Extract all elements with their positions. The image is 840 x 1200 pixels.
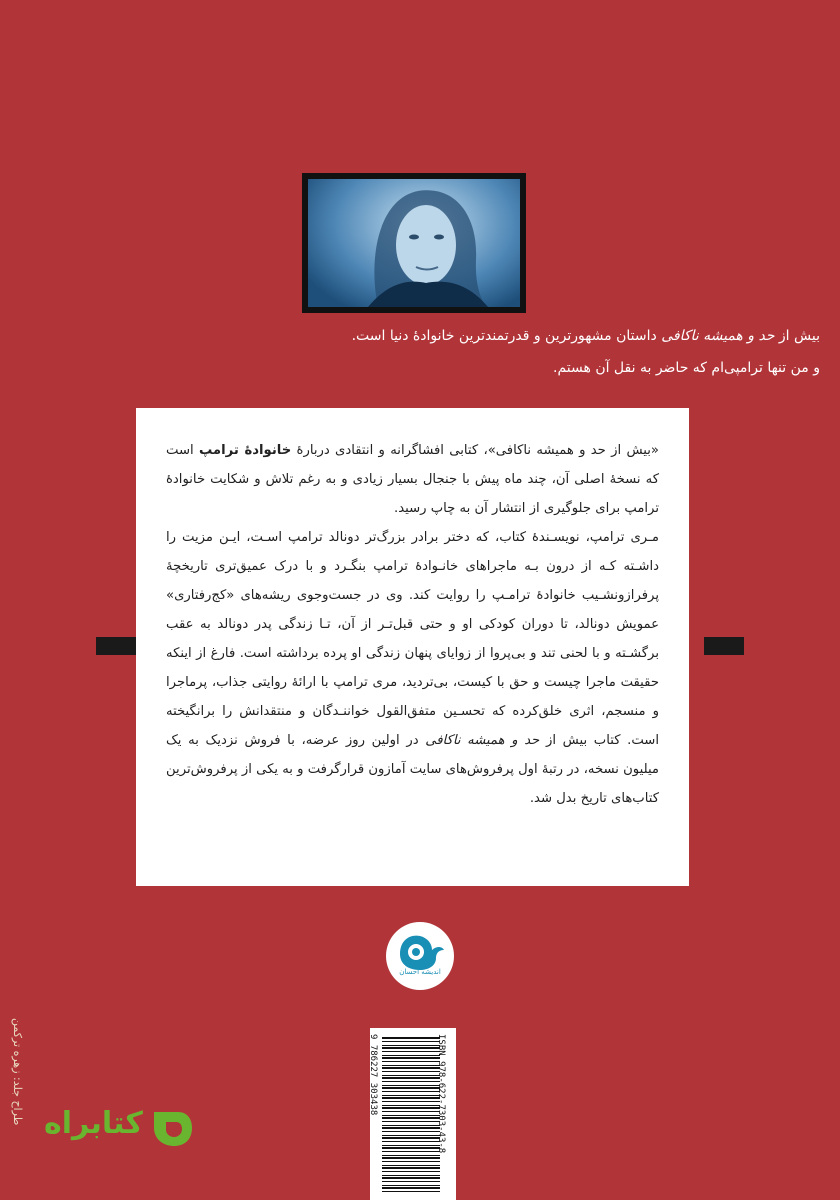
description-family-name: خانوادهٔ ترامپ	[198, 443, 292, 458]
description-paragraph-1	[166, 436, 659, 523]
description-text	[166, 436, 659, 813]
right-side-mark	[704, 637, 744, 655]
description-box	[136, 408, 689, 886]
watermark-text: کتابراه	[44, 1106, 143, 1141]
description-p2-start: مـری ترامپ، نویسـندهٔ کتاب، که دختر برادر بزرگ‌تر دونالد ترامپ اسـت، ایـن مزیت را داشـته کـه از درون بـه ماجراهای خانـوادهٔ ترامپ بنگـرد و با درک عمیق‌تری تاریخچهٔ پرفرازونشـیب خانوادهٔ ترامـپ را روایت کند. وی در جست‌وجوی ریشه‌های «کج‌رفتاری» عمویش دونالد، تا دوران کودکی او و حتی قبل‌تـر از آن، تـا زندگی پدر دونالد به عقب برگشـته و با لحنی تند و بی‌پروا از زوایای پنهان زندگی او پرده برداشته است. فارغ از اینکه حقیقت ماجرا چیست و حق با کیست، بی‌تردید، مری ترامپ با ارائهٔ روایتی جذاب، پرماجرا و منسجم، اثری خلق‌کرده که تحسـین متفق‌القول خواننـدگان و منتقدانش را برانگیخته است. کتاب بیش از	[166, 530, 659, 748]
description-p2-end: در اولین روز عرضه، با فروش نزدیک به یک میلیون نسخه، در رتبهٔ اول پرفروش‌های سایت آمازون قرارگرفت و به یکی از پرفروش‌ترین کتاب‌های تاریخ بدل شد.	[166, 733, 659, 806]
publisher-name: اندیشه احسان	[399, 968, 441, 976]
description-p1-end: است که نسخهٔ اصلی آن، چند ماه پیش با جنجال بسیار زیادی و به رغم تلاش و شکایت خانوادهٔ ترامپ برای جلوگیری از انتشار آن به چاپ رسید.	[166, 443, 659, 516]
description-p1-start: «بیش از حد و همیشه ناکافی»، کتابی افشاگرانه و انتقادی دربارهٔ	[291, 443, 659, 458]
isbn-number: ISBN 978-622-7303-43-8	[436, 1034, 446, 1154]
isbn-barcode	[370, 1028, 456, 1200]
description-book-title: حد و همیشه ناکافی	[425, 733, 540, 748]
barcode-bars	[382, 1036, 440, 1192]
quote-line-1-start: بیش از	[774, 328, 820, 344]
quote-line-2: و من تنها ترامپی‌ام که حاضر به نقل آن هستم.	[553, 360, 820, 376]
ketabrah-logo-icon	[148, 1104, 196, 1152]
ketabrah-watermark	[44, 1104, 184, 1154]
barcode-digits: 9 786227 303438	[368, 1034, 378, 1116]
author-portrait-image	[308, 179, 520, 307]
quote-line-1	[120, 328, 820, 344]
publisher-logo	[386, 922, 454, 990]
cover-designer-credit	[8, 1018, 28, 1128]
publisher-bird-logo-icon	[386, 922, 454, 990]
author-photo-frame	[302, 173, 526, 313]
quote-book-title: حد و همیشه ناکافی	[661, 328, 775, 344]
cover-designer-text: طراح جلد: زهره ترکمن	[11, 1018, 24, 1126]
description-paragraph-2	[166, 523, 659, 813]
quote-line-1-end: داستان مشهورترین و قدرتمندترین خانوادهٔ دنیا است.	[351, 328, 662, 344]
author-photo	[308, 179, 520, 307]
left-side-mark	[96, 637, 136, 655]
